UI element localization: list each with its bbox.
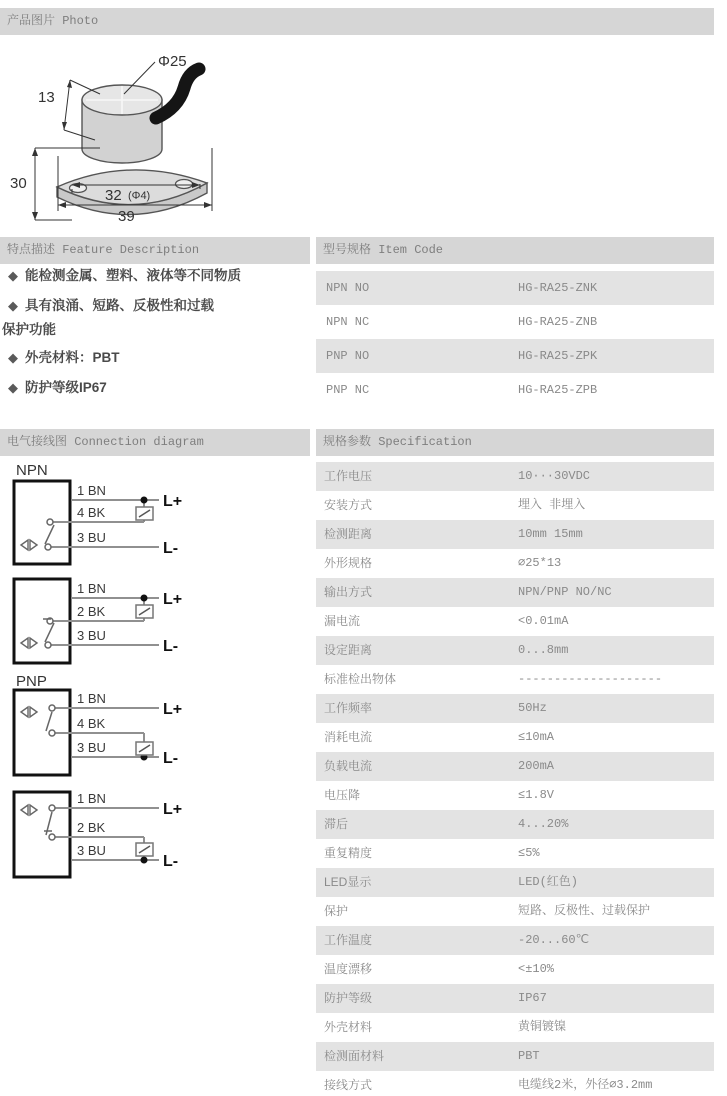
spec-label: 设定距离 <box>324 643 373 657</box>
spec-value: -------------------- <box>518 672 663 686</box>
spec-value: -20...60℃ <box>518 933 590 947</box>
spec-value: PBT <box>518 1049 540 1063</box>
group-label-pnp: PNP <box>16 673 47 690</box>
spec-row <box>316 462 714 491</box>
spec-row <box>316 694 714 723</box>
switch-contact <box>49 834 55 840</box>
feature-item <box>2 296 308 316</box>
spec-row <box>316 1071 714 1096</box>
feature-item <box>2 348 308 368</box>
dim-ext-13a <box>70 80 100 94</box>
spec-value: 电缆线2米，外径∅3.2mm <box>518 1078 653 1092</box>
spec-value: 黄铜镀镍 <box>518 1020 567 1034</box>
spec-value: ≤10mA <box>518 730 555 744</box>
minus-label: L- <box>163 638 179 655</box>
spec-label: 工作电压 <box>324 469 373 483</box>
wire-label: 1 BN <box>77 483 106 498</box>
spec-value: ≤5% <box>518 846 540 860</box>
spec-row <box>316 984 714 1013</box>
output-type: NPN NO <box>326 281 370 295</box>
minus-label: L- <box>163 853 179 870</box>
spec-row <box>316 607 714 636</box>
feature-item <box>2 266 308 286</box>
spec-label: 输出方式 <box>324 585 373 599</box>
wire-label: 3 BU <box>77 530 106 545</box>
spec-row <box>316 1013 714 1042</box>
switch-contact <box>45 642 51 648</box>
minus-label: L- <box>163 540 179 557</box>
diagram-pnp-no <box>14 690 182 775</box>
wire-label: 4 BK <box>77 505 106 520</box>
spec-label: 消耗电流 <box>324 730 373 744</box>
spec-row <box>316 520 714 549</box>
dim-39-label: 39 <box>118 208 135 225</box>
spec-label: 安装方式 <box>324 498 373 512</box>
item-code: HG-RA25-ZNK <box>518 281 598 295</box>
spec-value: ≤1.8V <box>518 788 555 802</box>
feature-item <box>2 378 308 398</box>
item-code-row <box>316 271 714 305</box>
feature-text: 能检测金属、塑料、液体等不同物质 <box>25 268 241 283</box>
spec-row <box>316 1042 714 1071</box>
output-type: PNP NC <box>326 383 370 397</box>
item-code-row <box>316 373 714 407</box>
mount-hole-right <box>176 180 193 189</box>
diamond-bullet-icon: ◆ <box>8 350 18 365</box>
wire-label: 2 BK <box>77 820 106 835</box>
dim-hole-size-label: (Φ4) <box>128 190 151 202</box>
junction-dot <box>141 497 148 504</box>
spec-label: LED显示 <box>324 875 372 889</box>
wire-label: 4 BK <box>77 716 106 731</box>
spec-label: 接线方式 <box>324 1078 373 1092</box>
spec-label: 电压降 <box>324 788 361 802</box>
spec-label: 检测距离 <box>324 527 373 541</box>
spec-value: IP67 <box>518 991 547 1005</box>
spec-value: <0.01mA <box>518 614 569 628</box>
spec-value: LED(红色) <box>518 875 579 889</box>
section-title: 规格参数 Specification <box>323 435 472 449</box>
diamond-bullet-icon: ◆ <box>8 298 18 313</box>
wire-label: 1 BN <box>77 791 106 806</box>
spec-label: 防护等级 <box>324 991 373 1005</box>
spec-value: 4...20% <box>518 817 569 831</box>
product-drawing <box>0 36 300 236</box>
spec-value: 50Hz <box>518 701 547 715</box>
junction-dot <box>141 857 148 864</box>
switch-contact <box>45 544 51 550</box>
spec-row <box>316 781 714 810</box>
spec-value: 0...8mm <box>518 643 569 657</box>
feature-text: 防护等级IP67 <box>25 380 107 395</box>
item-code: HG-RA25-ZPB <box>518 383 598 397</box>
section-header-connection <box>0 429 310 456</box>
switch-contact <box>49 705 55 711</box>
item-code-row <box>316 339 714 373</box>
spec-row <box>316 636 714 665</box>
spec-value: 200mA <box>518 759 555 773</box>
switch-contact <box>47 519 53 525</box>
group-label-npn: NPN <box>16 462 48 479</box>
spec-value: ∅25*13 <box>518 556 562 570</box>
wire-label: 2 BK <box>77 604 106 619</box>
spec-row <box>316 955 714 984</box>
spec-value: 埋入 非埋入 <box>518 498 586 512</box>
cable <box>156 69 199 118</box>
spec-label: 漏电流 <box>324 614 361 628</box>
feature-text: 具有浪涌、短路、反极性和过载 <box>25 298 214 313</box>
spec-label: 工作温度 <box>324 933 373 947</box>
spec-label: 滞后 <box>324 817 349 831</box>
feature-item <box>2 320 308 340</box>
item-code: HG-RA25-ZPK <box>518 349 598 363</box>
switch-contact <box>49 805 55 811</box>
spec-label: 重复精度 <box>324 846 373 860</box>
spec-value: 10mm 15mm <box>518 527 583 541</box>
item-code-table <box>316 271 714 407</box>
spec-label: 检测面材料 <box>324 1049 385 1063</box>
section-header-features <box>0 237 310 264</box>
feature-text: 外壳材料：PBT <box>25 350 120 365</box>
diagram-npn-nc <box>14 579 182 663</box>
spec-row <box>316 868 714 897</box>
spec-row <box>316 723 714 752</box>
section-title: 产品图片 Photo <box>7 14 99 28</box>
dim-13-label: 13 <box>38 89 55 106</box>
section-title: 型号规格 Item Code <box>323 243 444 257</box>
wire-label: 1 BN <box>77 581 106 596</box>
plus-label: L+ <box>163 591 183 608</box>
spec-row <box>316 549 714 578</box>
wire-label: 3 BU <box>77 843 106 858</box>
output-type: NPN NC <box>326 315 370 329</box>
feature-text: 保护功能 <box>2 322 56 337</box>
item-code: HG-RA25-ZNB <box>518 315 598 329</box>
wire-label: 3 BU <box>77 628 106 643</box>
spec-row <box>316 665 714 694</box>
diamond-bullet-icon: ◆ <box>8 380 18 395</box>
spec-row <box>316 810 714 839</box>
diagram-pnp-nc <box>14 791 182 877</box>
plus-label: L+ <box>163 701 183 718</box>
section-title: 特点描述 Feature Description <box>7 243 200 257</box>
spec-label: 负载电流 <box>324 759 373 773</box>
spec-value: 短路、反极性、过载保护 <box>518 904 651 918</box>
wiring-diagrams <box>0 455 310 896</box>
spec-label: 标准检出物体 <box>324 672 397 686</box>
spec-label: 温度漂移 <box>324 962 373 976</box>
spec-label: 外壳材料 <box>324 1020 373 1034</box>
wire-label: 1 BN <box>77 691 106 706</box>
junction-dot <box>141 595 148 602</box>
spec-label: 外形规格 <box>324 556 373 570</box>
diamond-bullet-icon: ◆ <box>8 268 18 283</box>
spec-label: 保护 <box>324 904 349 918</box>
output-type: PNP NO <box>326 349 370 363</box>
spec-row <box>316 926 714 955</box>
spec-row <box>316 491 714 520</box>
section-header-spec <box>316 429 714 456</box>
spec-table <box>316 462 714 1096</box>
diagram-npn-no <box>14 481 182 564</box>
plus-label: L+ <box>163 801 183 818</box>
spec-row <box>316 578 714 607</box>
spec-value: 10···30VDC <box>518 469 591 483</box>
item-code-row <box>316 305 714 339</box>
spec-value: NPN/PNP NO/NC <box>518 585 612 599</box>
section-header-item-code <box>316 237 714 264</box>
spec-value: <±10% <box>518 962 555 976</box>
section-title: 电气接线图 Connection diagram <box>7 435 204 449</box>
section-header-photo <box>0 8 714 35</box>
dim-32-label: 32 <box>105 187 122 204</box>
plus-label: L+ <box>163 493 183 510</box>
wire-label: 3 BU <box>77 740 106 755</box>
switch-contact <box>49 730 55 736</box>
spec-label: 工作频率 <box>324 701 373 715</box>
spec-row <box>316 897 714 926</box>
dim-diameter-label: Φ25 <box>158 53 187 70</box>
spec-row <box>316 839 714 868</box>
minus-label: L- <box>163 750 179 767</box>
spec-row <box>316 752 714 781</box>
feature-list <box>2 266 308 408</box>
dim-30-label: 30 <box>10 175 27 192</box>
